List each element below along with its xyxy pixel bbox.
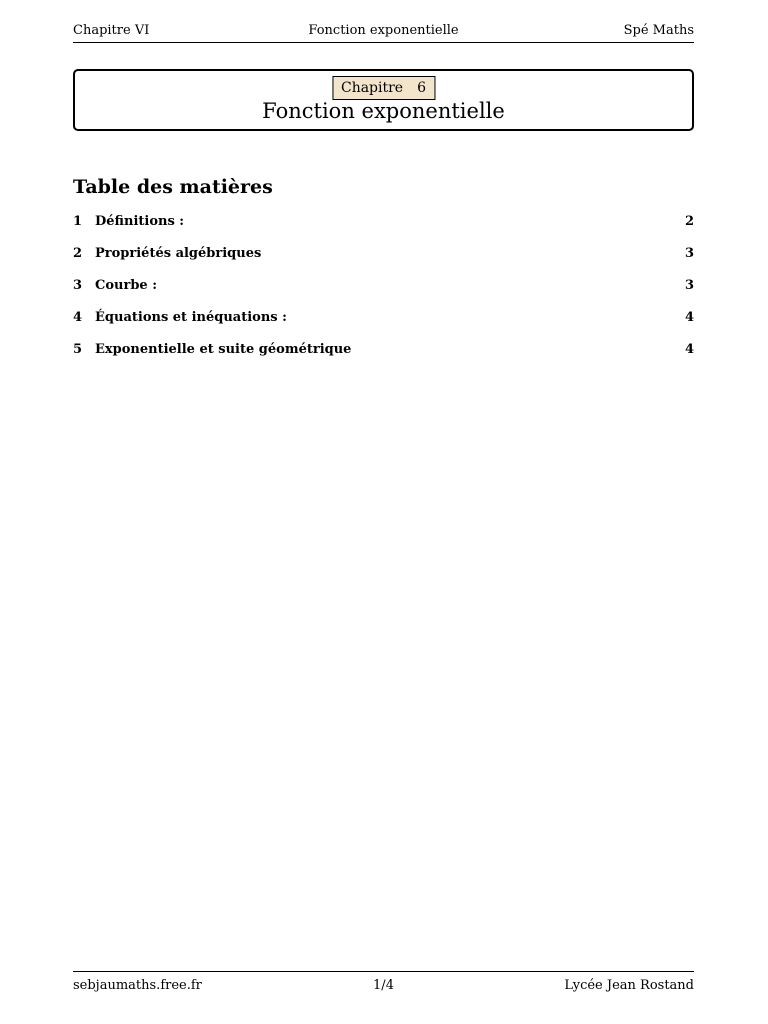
footer-page-number: 1/4 bbox=[373, 978, 394, 993]
toc-entry-page[interactable]: 4 bbox=[684, 310, 694, 325]
toc-entry[interactable] bbox=[73, 276, 694, 308]
page-header bbox=[73, 22, 694, 43]
toc-entry[interactable] bbox=[73, 212, 694, 244]
toc-entry[interactable] bbox=[73, 308, 694, 340]
toc-entry-number: 3 bbox=[73, 278, 83, 293]
page-footer bbox=[73, 971, 694, 994]
header-title: Fonction exponentielle bbox=[308, 23, 459, 38]
toc-entry[interactable] bbox=[73, 244, 694, 276]
chapter-title-box bbox=[73, 69, 694, 131]
toc-entry-page[interactable]: 3 bbox=[684, 278, 694, 293]
toc-entry-label[interactable]: Équations et inéquations : bbox=[95, 310, 287, 325]
toc-entry-page[interactable]: 2 bbox=[684, 214, 694, 229]
table-of-contents bbox=[73, 212, 694, 372]
chapter-tag bbox=[332, 76, 435, 100]
chapter-number: 6 bbox=[417, 80, 427, 96]
toc-entry-label[interactable]: Propriétés algébriques bbox=[95, 246, 262, 261]
toc-entry-number: 4 bbox=[73, 310, 83, 325]
toc-entry-label[interactable]: Exponentielle et suite géométrique bbox=[95, 342, 352, 357]
toc-entry-number: 5 bbox=[73, 342, 83, 357]
toc-entry-label[interactable]: Courbe : bbox=[95, 278, 158, 293]
toc-entry-page[interactable]: 4 bbox=[684, 342, 694, 357]
toc-entry-number: 2 bbox=[73, 246, 83, 261]
footer-website: sebjaumaths.free.fr bbox=[73, 978, 202, 993]
toc-entry-page[interactable]: 3 bbox=[684, 246, 694, 261]
toc-heading: Table des matières bbox=[73, 176, 273, 198]
toc-entry[interactable] bbox=[73, 340, 694, 372]
footer-school: Lycée Jean Rostand bbox=[564, 978, 694, 993]
header-chapter: Chapitre VI bbox=[73, 23, 150, 38]
chapter-title: Fonction exponentielle bbox=[262, 99, 505, 123]
header-course: Spé Maths bbox=[623, 23, 694, 38]
chapter-word: Chapitre bbox=[340, 80, 404, 96]
toc-entry-number: 1 bbox=[73, 214, 83, 229]
toc-entry-label[interactable]: Définitions : bbox=[95, 214, 185, 229]
